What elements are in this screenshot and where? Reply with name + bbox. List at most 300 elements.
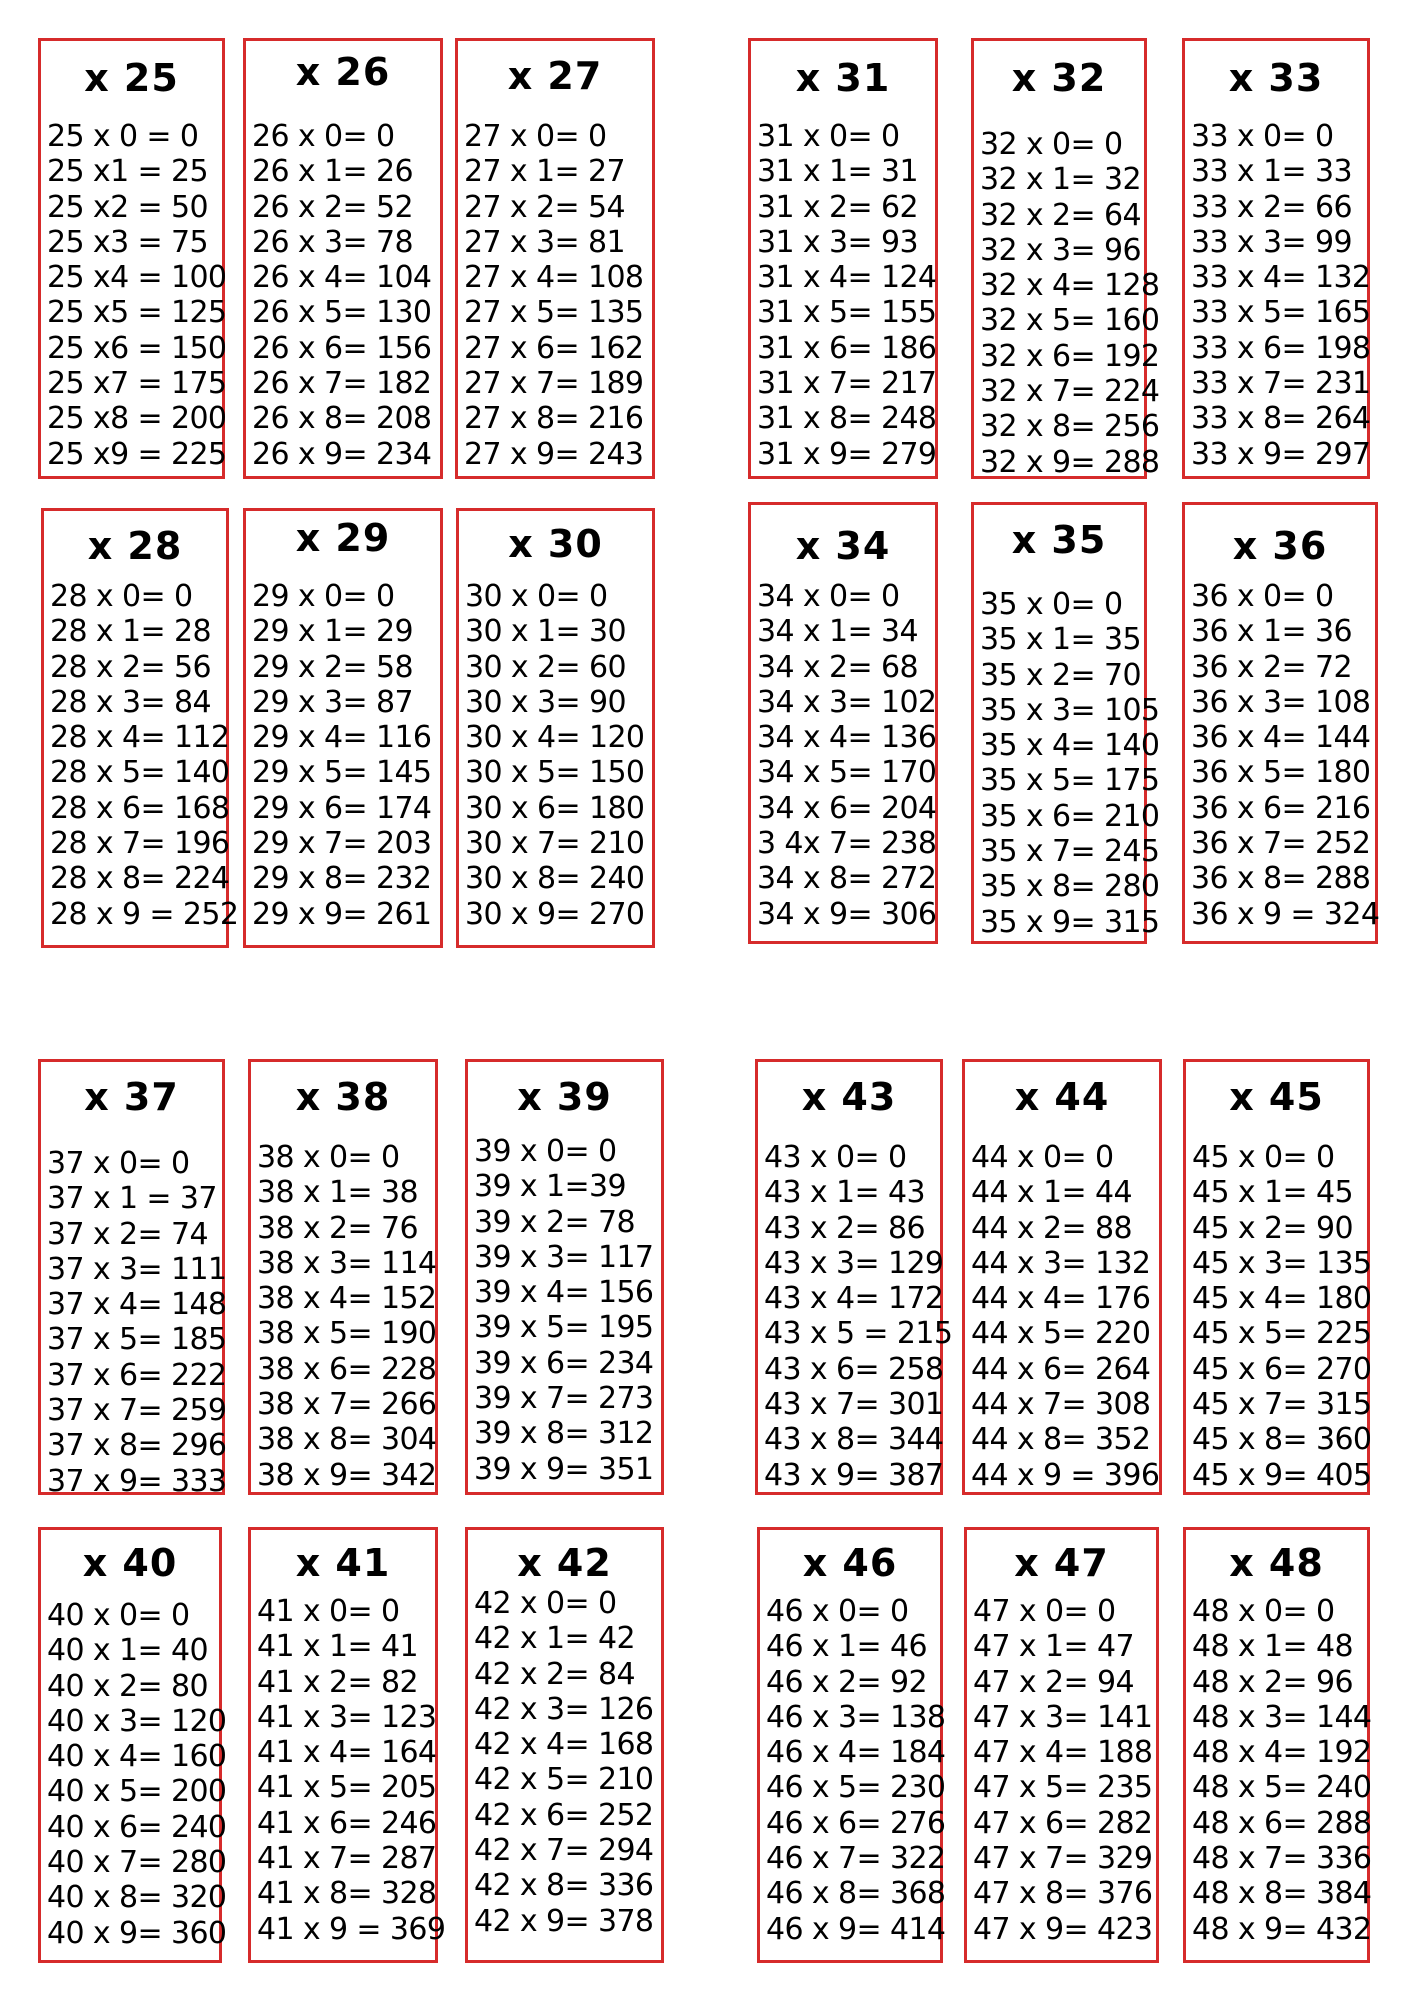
equation-row: 38 x 9= 342 [257,1457,437,1493]
times-table-title: x 31 [795,56,891,100]
equation-row: 38 x 3= 114 [257,1245,437,1281]
equation-row: 48 x 3= 144 [1192,1699,1372,1735]
equation-row: 40 x 9= 360 [47,1915,227,1951]
equation-row: 33 x 6= 198 [1191,330,1371,366]
equation-row: 42 x 4= 168 [474,1727,654,1763]
equation-row: 33 x 5= 165 [1191,295,1371,331]
times-table-rows [252,119,438,472]
equation-row: 35 x 7= 245 [980,834,1160,870]
times-table-card-35 [971,502,1160,944]
equation-row: 37 x 6= 222 [47,1357,227,1393]
equation-row: 48 x 7= 336 [1192,1841,1372,1877]
equation-row: 41 x 9 = 369 [257,1911,446,1947]
equation-row: 47 x 3= 141 [973,1699,1153,1735]
equation-row: 46 x 1= 46 [766,1629,927,1665]
equation-row: 30 x 2= 60 [465,649,626,685]
times-table-title: x 33 [1228,56,1324,100]
equation-row: 47 x 5= 235 [973,1770,1153,1806]
equation-row: 25 x 0 = 0 [47,119,199,154]
equation-row: 26 x 9= 234 [252,436,432,472]
equation-row: 44 x 5= 220 [971,1316,1151,1352]
equation-row: 28 x 1= 28 [50,614,211,650]
times-table-title: x 37 [84,1075,179,1119]
times-table-card-30 [456,508,655,948]
times-table-title: x 47 [1014,1541,1109,1585]
equation-row: 30 x 1= 30 [465,614,626,650]
equation-row: 45 x 6= 270 [1192,1351,1372,1387]
equation-row: 26 x 8= 208 [252,401,432,437]
equation-row: 34 x 4= 136 [757,720,937,756]
equation-row: 33 x 1= 33 [1191,154,1352,190]
equation-row: 39 x 1=39 [474,1169,626,1205]
equation-row: 30 x 4= 120 [465,720,645,756]
equation-row: 35 x 5= 175 [980,763,1160,799]
equation-row: 25 x7 = 175 [47,366,227,402]
equation-row: 42 x 6= 252 [474,1797,654,1833]
times-table-card-42 [465,1527,664,1963]
equation-row: 35 x 1= 35 [980,622,1141,658]
times-table-title: x 35 [1011,518,1107,562]
equation-row: 41 x 0= 0 [257,1594,400,1629]
times-table-title: x 34 [795,524,891,568]
times-table-rows [1192,1140,1372,1493]
equation-row: 35 x 6= 210 [980,798,1160,834]
equation-row: 34 x 0= 0 [757,579,900,614]
equation-row: 42 x 3= 126 [474,1691,654,1727]
equation-row: 25 x2 = 50 [47,189,208,225]
equation-row: 45 x 3= 135 [1192,1245,1372,1281]
equation-row: 43 x 1= 43 [764,1175,925,1211]
times-table-card-33 [1182,38,1370,479]
equation-row: 37 x 3= 111 [47,1251,227,1287]
equation-row: 47 x 4= 188 [973,1735,1153,1771]
equation-row: 46 x 3= 138 [766,1699,946,1735]
equation-row: 42 x 9= 378 [474,1903,654,1939]
equation-row: 37 x 4= 148 [47,1287,227,1323]
equation-row: 37 x 2= 74 [47,1216,208,1252]
equation-row: 27 x 2= 54 [464,189,625,225]
times-table-card-41 [248,1527,446,1963]
times-table-title: x 25 [84,56,179,100]
times-table-rows [1192,1594,1372,1947]
equation-row: 38 x 0= 0 [257,1140,400,1175]
equation-row: 46 x 9= 414 [766,1911,946,1947]
equation-row: 28 x 3= 84 [50,684,211,720]
times-table-title: x 44 [1014,1075,1110,1119]
equation-row: 34 x 5= 170 [757,755,937,791]
times-table-rows [47,119,227,472]
times-table-card-29 [243,508,443,948]
equation-row: 32 x 9= 288 [980,444,1160,480]
equation-row: 41 x 8= 328 [257,1876,437,1912]
equation-row: 32 x 7= 224 [980,374,1160,410]
times-table-rows [465,579,650,932]
equation-row: 31 x 4= 124 [757,260,937,296]
equation-row: 48 x 9= 432 [1192,1911,1372,1947]
equation-row: 47 x 2= 94 [973,1664,1134,1700]
equation-row: 35 x 2= 70 [980,657,1141,693]
equation-row: 44 x 4= 176 [971,1281,1151,1317]
times-table-title: x 38 [295,1075,391,1119]
equation-row: 37 x 7= 259 [47,1393,227,1429]
times-table-card-37 [38,1059,227,1499]
equation-row: 33 x 3= 99 [1191,224,1352,260]
equation-row: 36 x 1= 36 [1191,614,1352,650]
equation-row: 34 x 2= 68 [757,649,918,685]
equation-row: 35 x 4= 140 [980,728,1160,764]
times-table-rows [973,1594,1154,1947]
equation-row: 40 x 0= 0 [47,1598,190,1633]
equation-row: 28 x 5= 140 [50,755,230,791]
equation-row: 44 x 6= 264 [971,1351,1151,1387]
equation-row: 26 x 3= 78 [252,224,413,260]
equation-row: 39 x 6= 234 [474,1345,654,1381]
equation-row: 37 x 1 = 37 [47,1181,217,1217]
equation-row: 48 x 5= 240 [1192,1770,1372,1806]
equation-row: 46 x 8= 368 [766,1876,946,1912]
equation-row: 25 x9 = 225 [47,436,227,472]
equation-row: 36 x 0= 0 [1191,579,1334,614]
equation-row: 31 x 3= 93 [757,224,918,260]
equation-row: 27 x 0= 0 [464,119,607,154]
equation-row: 32 x 3= 96 [980,232,1141,268]
times-table-rows [47,1598,227,1951]
equation-row: 40 x 4= 160 [47,1739,227,1775]
equation-row: 47 x 6= 282 [973,1805,1153,1841]
equation-row: 40 x 1= 40 [47,1633,208,1669]
equation-row: 28 x 6= 168 [50,790,230,826]
times-table-card-40 [38,1527,227,1963]
times-table-title: x 43 [801,1075,897,1119]
equation-row: 45 x 2= 90 [1192,1210,1353,1246]
equation-row: 34 x 3= 102 [757,684,937,720]
equation-row: 48 x 4= 192 [1192,1735,1372,1771]
equation-row: 27 x 9= 243 [464,436,644,472]
equation-row: 30 x 9= 270 [465,896,645,932]
equation-row: 25 x3 = 75 [47,224,208,260]
equation-row: 46 x 2= 92 [766,1664,927,1700]
equation-row: 39 x 3= 117 [474,1239,654,1275]
times-table-title: x 40 [82,1541,178,1585]
times-table-card-48 [1183,1527,1370,1963]
equation-row: 39 x 0= 0 [474,1134,617,1169]
equation-row: 32 x 2= 64 [980,197,1141,233]
equation-row: 33 x 7= 231 [1191,366,1371,402]
equation-row: 32 x 6= 192 [980,338,1160,374]
equation-row: 29 x 4= 116 [252,720,432,756]
equation-row: 29 x 6= 174 [252,790,432,826]
equation-row: 26 x 6= 156 [252,330,432,366]
equation-row: 42 x 1= 42 [474,1621,635,1657]
equation-row: 46 x 6= 276 [766,1805,946,1841]
equation-row: 43 x 8= 344 [764,1422,944,1458]
equation-row: 48 x 0= 0 [1192,1594,1335,1629]
equation-row: 30 x 8= 240 [465,861,645,897]
equation-row: 33 x 8= 264 [1191,401,1371,437]
equation-row: 28 x 4= 112 [50,720,230,756]
equation-row: 47 x 7= 329 [973,1841,1153,1877]
equation-row: 31 x 2= 62 [757,189,918,225]
equation-row: 35 x 8= 280 [980,869,1160,905]
equation-row: 46 x 4= 184 [766,1735,946,1771]
equation-row: 30 x 0= 0 [465,579,608,614]
equation-row: 39 x 9= 351 [474,1451,654,1487]
equation-row: 43 x 6= 258 [764,1351,944,1387]
equation-row: 28 x 8= 224 [50,861,230,897]
times-table-rows [464,119,650,472]
equation-row: 34 x 9= 306 [757,896,937,932]
equation-row: 40 x 8= 320 [47,1880,227,1916]
equation-row: 36 x 9 = 324 [1191,896,1380,932]
equation-row: 29 x 5= 145 [252,755,432,791]
equation-row: 41 x 1= 41 [257,1629,418,1665]
times-table-card-32 [971,38,1160,480]
equation-row: 45 x 9= 405 [1192,1457,1372,1493]
equation-row: 47 x 8= 376 [973,1876,1153,1912]
times-table-card-45 [1183,1059,1370,1495]
times-table-rows [757,579,937,932]
equation-row: 48 x 1= 48 [1192,1629,1353,1665]
times-table-card-43 [755,1059,953,1495]
equation-row: 27 x 1= 27 [464,154,625,190]
equation-row: 31 x 7= 217 [757,366,937,402]
equation-row: 34 x 1= 34 [757,614,918,650]
equation-row: 36 x 7= 252 [1191,826,1371,862]
times-table-card-31 [748,38,938,479]
equation-row: 26 x 2= 52 [252,189,413,225]
equation-row: 30 x 3= 90 [465,684,626,720]
equation-row: 29 x 7= 203 [252,826,432,862]
times-table-title: x 26 [295,50,391,94]
equation-row: 41 x 6= 246 [257,1805,437,1841]
equation-row: 36 x 8= 288 [1191,861,1371,897]
equation-row: 43 x 0= 0 [764,1140,907,1175]
equation-row: 33 x 2= 66 [1191,189,1352,225]
equation-row: 37 x 0= 0 [47,1146,190,1181]
equation-row: 36 x 2= 72 [1191,649,1352,685]
equation-row: 31 x 0= 0 [757,119,900,154]
times-table-title: x 36 [1232,524,1328,568]
equation-row: 44 x 9 = 396 [971,1457,1160,1493]
times-table-rows [257,1140,437,1493]
equation-row: 44 x 0= 0 [971,1140,1114,1175]
equation-row: 39 x 5= 195 [474,1310,654,1346]
equation-row: 48 x 2= 96 [1192,1664,1353,1700]
equation-row: 31 x 1= 31 [757,154,918,190]
equation-row: 42 x 5= 210 [474,1762,654,1798]
equation-row: 30 x 5= 150 [465,755,645,791]
equation-row: 45 x 7= 315 [1192,1387,1372,1423]
equation-row: 48 x 8= 384 [1192,1876,1372,1912]
equation-row: 29 x 9= 261 [252,896,432,932]
equation-row: 26 x 0= 0 [252,119,395,154]
times-table-card-34 [748,502,938,944]
equation-row: 43 x 3= 129 [764,1245,944,1281]
equation-row: 39 x 4= 156 [474,1275,654,1311]
times-table-title: x 28 [87,524,183,568]
equation-row: 38 x 6= 228 [257,1351,437,1387]
equation-row: 28 x 7= 196 [50,826,230,862]
equation-row: 38 x 5= 190 [257,1316,437,1352]
equation-row: 42 x 2= 84 [474,1656,635,1692]
times-table-card-25 [38,38,225,479]
times-table-rows [47,1146,227,1499]
equation-row: 3 4x 7= 238 [757,826,937,862]
equation-row: 48 x 6= 288 [1192,1805,1372,1841]
equation-row: 39 x 8= 312 [474,1416,654,1452]
equation-row: 36 x 4= 144 [1191,720,1371,756]
times-table-rows [252,579,438,932]
times-table-card-27 [455,38,655,479]
equation-row: 37 x 8= 296 [47,1428,227,1464]
equation-row: 38 x 4= 152 [257,1281,437,1317]
equation-row: 45 x 1= 45 [1192,1175,1353,1211]
equation-row: 42 x 7= 294 [474,1833,654,1869]
equation-row: 44 x 8= 352 [971,1422,1151,1458]
equation-row: 47 x 0= 0 [973,1594,1116,1629]
equation-row: 25 x1 = 25 [47,154,208,190]
equation-row: 41 x 5= 205 [257,1770,437,1806]
equation-row: 44 x 2= 88 [971,1210,1132,1246]
times-table-title: x 39 [517,1075,612,1119]
times-table-rows [971,1140,1160,1493]
equation-row: 42 x 0= 0 [474,1586,617,1621]
equation-row: 43 x 4= 172 [764,1281,944,1317]
equation-row: 31 x 6= 186 [757,330,937,366]
times-table-title: x 27 [507,54,603,98]
equation-row: 28 x 2= 56 [50,649,211,685]
equation-row: 40 x 5= 200 [47,1774,227,1810]
equation-row: 30 x 7= 210 [465,826,645,862]
equation-row: 29 x 3= 87 [252,684,413,720]
equation-row: 43 x 2= 86 [764,1210,925,1246]
equation-row: 37 x 5= 185 [47,1322,227,1358]
times-table-card-28 [41,508,239,948]
equation-row: 25 x4 = 100 [47,260,227,296]
equation-row: 29 x 0= 0 [252,579,395,614]
times-table-title: x 41 [295,1541,391,1585]
equation-row: 38 x 2= 76 [257,1210,418,1246]
equation-row: 45 x 5= 225 [1192,1316,1372,1352]
equation-row: 39 x 7= 273 [474,1381,654,1417]
equation-row: 40 x 2= 80 [47,1668,208,1704]
equation-row: 27 x 7= 189 [464,366,644,402]
equation-row: 34 x 8= 272 [757,861,937,897]
equation-row: 29 x 1= 29 [252,614,413,650]
equation-row: 32 x 0= 0 [980,127,1123,162]
times-table-title: x 30 [508,522,603,566]
equation-row: 41 x 3= 123 [257,1699,437,1735]
times-table-title: x 32 [1011,56,1107,100]
equation-row: 44 x 3= 132 [971,1245,1151,1281]
equation-row: 41 x 2= 82 [257,1664,418,1700]
equation-row: 45 x 0= 0 [1192,1140,1335,1175]
equation-row: 34 x 6= 204 [757,790,937,826]
times-table-rows [980,127,1160,480]
times-table-rows [474,1586,659,1939]
times-table-card-44 [962,1059,1162,1495]
equation-row: 40 x 3= 120 [47,1703,227,1739]
equation-row: 46 x 7= 322 [766,1841,946,1877]
equation-row: 42 x 8= 336 [474,1868,654,1904]
equation-row: 30 x 6= 180 [465,790,645,826]
times-table-card-46 [757,1527,946,1963]
times-table-title: x 45 [1229,1075,1324,1119]
times-table-title: x 48 [1229,1541,1324,1585]
equation-row: 27 x 6= 162 [464,330,644,366]
times-table-card-39 [465,1059,664,1495]
equation-row: 45 x 4= 180 [1192,1281,1372,1317]
equation-row: 36 x 5= 180 [1191,755,1371,791]
equation-row: 32 x 8= 256 [980,409,1160,445]
equation-row: 35 x 0= 0 [980,587,1123,622]
equation-row: 38 x 7= 266 [257,1387,437,1423]
times-table-title: x 46 [802,1541,898,1585]
equation-row: 31 x 9= 279 [757,436,937,472]
equation-row: 37 x 9= 333 [47,1463,227,1499]
equation-row: 27 x 4= 108 [464,260,644,296]
equation-row: 38 x 1= 38 [257,1175,418,1211]
equation-row: 40 x 6= 240 [47,1809,227,1845]
equation-row: 28 x 9 = 252 [50,896,239,932]
equation-row: 29 x 8= 232 [252,861,432,897]
equation-row: 46 x 0= 0 [766,1594,909,1629]
equation-row: 47 x 1= 47 [973,1629,1134,1665]
times-table-rows [1191,579,1380,932]
equation-row: 32 x 4= 128 [980,268,1160,304]
times-table-rows [50,579,239,932]
times-table-card-38 [248,1059,438,1495]
equation-row: 41 x 4= 164 [257,1735,437,1771]
equation-row: 36 x 6= 216 [1191,790,1371,826]
equation-row: 47 x 9= 423 [973,1911,1153,1947]
equation-row: 25 x8 = 200 [47,401,227,437]
times-table-card-47 [964,1527,1159,1963]
equation-row: 26 x 7= 182 [252,366,432,402]
times-table-rows [474,1134,659,1487]
equation-row: 43 x 5 = 215 [764,1316,953,1352]
times-table-rows [257,1594,446,1947]
equation-row: 39 x 2= 78 [474,1204,635,1240]
equation-row: 27 x 8= 216 [464,401,644,437]
times-table-rows [1191,119,1371,472]
equation-row: 25 x6 = 150 [47,330,227,366]
times-table-rows [980,587,1160,940]
equation-row: 44 x 1= 44 [971,1175,1132,1211]
times-table-card-36 [1182,502,1378,944]
equation-row: 31 x 5= 155 [757,295,937,331]
times-table-rows [757,119,937,472]
times-table-rows [764,1140,953,1493]
equation-row: 32 x 1= 32 [980,162,1141,198]
equation-row: 26 x 1= 26 [252,154,413,190]
times-table-title: x 29 [295,516,391,560]
equation-row: 27 x 3= 81 [464,224,625,260]
equation-row: 36 x 3= 108 [1191,684,1371,720]
equation-row: 44 x 7= 308 [971,1387,1151,1423]
equation-row: 46 x 5= 230 [766,1770,946,1806]
equation-row: 26 x 5= 130 [252,295,432,331]
equation-row: 26 x 4= 104 [252,260,432,296]
equation-row: 45 x 8= 360 [1192,1422,1372,1458]
equation-row: 32 x 5= 160 [980,303,1160,339]
times-table-card-26 [243,38,443,479]
equation-row: 41 x 7= 287 [257,1841,437,1877]
equation-row: 43 x 7= 301 [764,1387,944,1423]
equation-row: 25 x5 = 125 [47,295,227,331]
equation-row: 29 x 2= 58 [252,649,413,685]
equation-row: 33 x 4= 132 [1191,260,1371,296]
